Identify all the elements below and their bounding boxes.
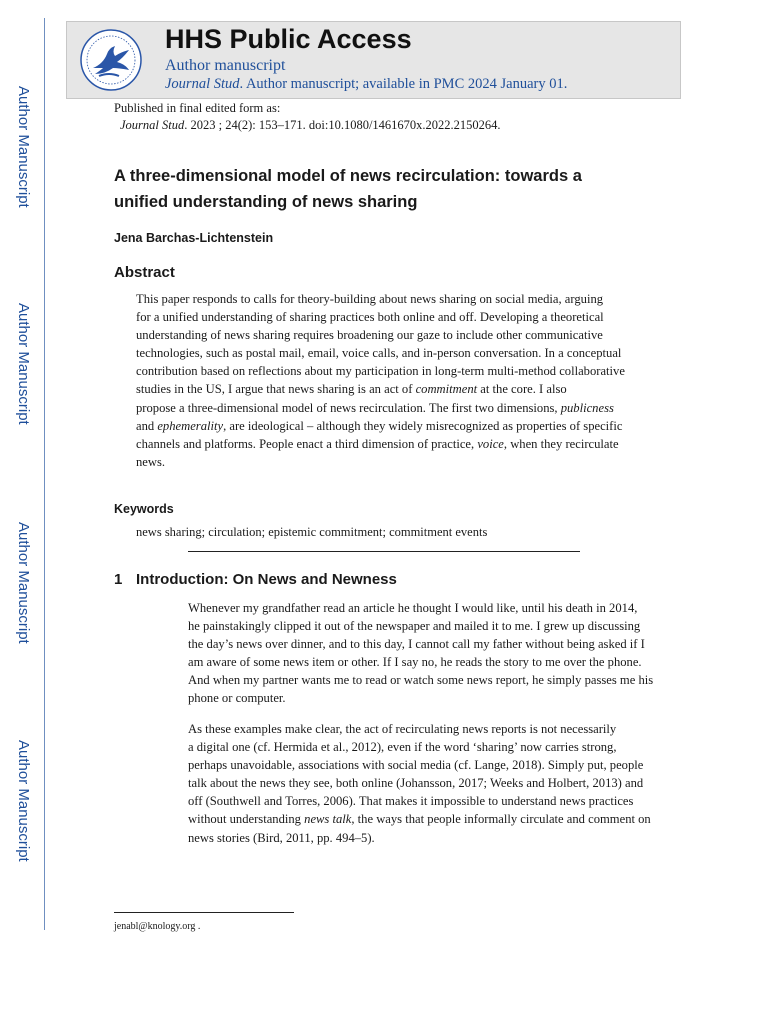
section-title: Introduction: On News and Newness <box>136 571 397 588</box>
keywords-text: news sharing; circulation; epistemic commitment; commitment events <box>136 525 488 539</box>
author-name: Jena Barchas-Lichtenstein <box>114 231 274 245</box>
intro-paragraph-1: Whenever my grandfather read an article he thought I would like, until his death in 2014, he painstakingly clipped it out of the newspaper and mailed it to me. I grew up discussing the day’s news over dinner, and to this day, I cannot call my father without being asked if I am aware of some news item or other. If I say no, he reads the story to me over the phone. And when my partner wants me to read or watch some news report, he simply passes me his phone or computer. <box>188 601 654 706</box>
abstract-text: This paper responds to calls for theory-building about news sharing on social media, arguing for a unified understanding of sharing practices both online and off. Developing a theoretical understanding of news sharing requires broadening our gaze to include other communicative technologies, such as postal mail, email, voice calls, and in-person conversation. In a conceptual contribution based on reflections about my participation in long-term multi-method collaborative studies in the US, I argue that news sharing is an act of commitment at the core. I also propose a three-dimensional model of news recirculation. The first two dimensions, publicness and ephemerality, are ideological – although they widely misrecognized as properties of specific channels and platforms. People enact a third dimension of practice, voice, when they recirculate news. <box>136 292 625 469</box>
section-number: 1 <box>114 571 123 588</box>
journal-availability: Journal Stud. Author manuscript; available in PMC 2024 January 01. <box>165 76 568 92</box>
section-divider <box>188 551 580 552</box>
footnote-rule <box>114 912 294 913</box>
hhs-header <box>66 21 681 99</box>
intro-paragraph-2: As these examples make clear, the act of recirculating news reports is not necessarily a digital one (cf. Hermida et al., 2012), even if the word ‘sharing’ now carries strong, perhaps unavoidable, associations with social media (cf. Lange, 2018). Simply put, people talk about the news they see, both online (Johansson, 2017; Weeks and Holbert, 2013) and off (Southwell and Torres, 2006). That makes it impossible to understand news practices without understanding news talk, the ways that people informally circulate and comment on news stories (Bird, 2011, pp. 494–5). <box>188 722 651 845</box>
publication-info <box>114 100 501 134</box>
margin-rule <box>44 18 45 930</box>
keywords-heading: Keywords <box>114 502 174 516</box>
hhs-eagle-seal-icon <box>79 28 143 92</box>
article-title: A three-dimensional model of news recirculation: towards a unified understanding of news sharing <box>114 167 582 211</box>
header-title: HHS Public Access <box>165 24 412 54</box>
footnote-email: jenabl@knology.org . <box>114 921 201 932</box>
header-subtitle: Author manuscript <box>165 57 286 74</box>
published-label: Published in final edited form as: <box>114 101 281 115</box>
citation: Journal Stud. 2023 ; 24(2): 153–171. doi:10.1080/1461670x.2022.2150264. <box>120 118 501 132</box>
abstract-heading: Abstract <box>114 264 175 281</box>
